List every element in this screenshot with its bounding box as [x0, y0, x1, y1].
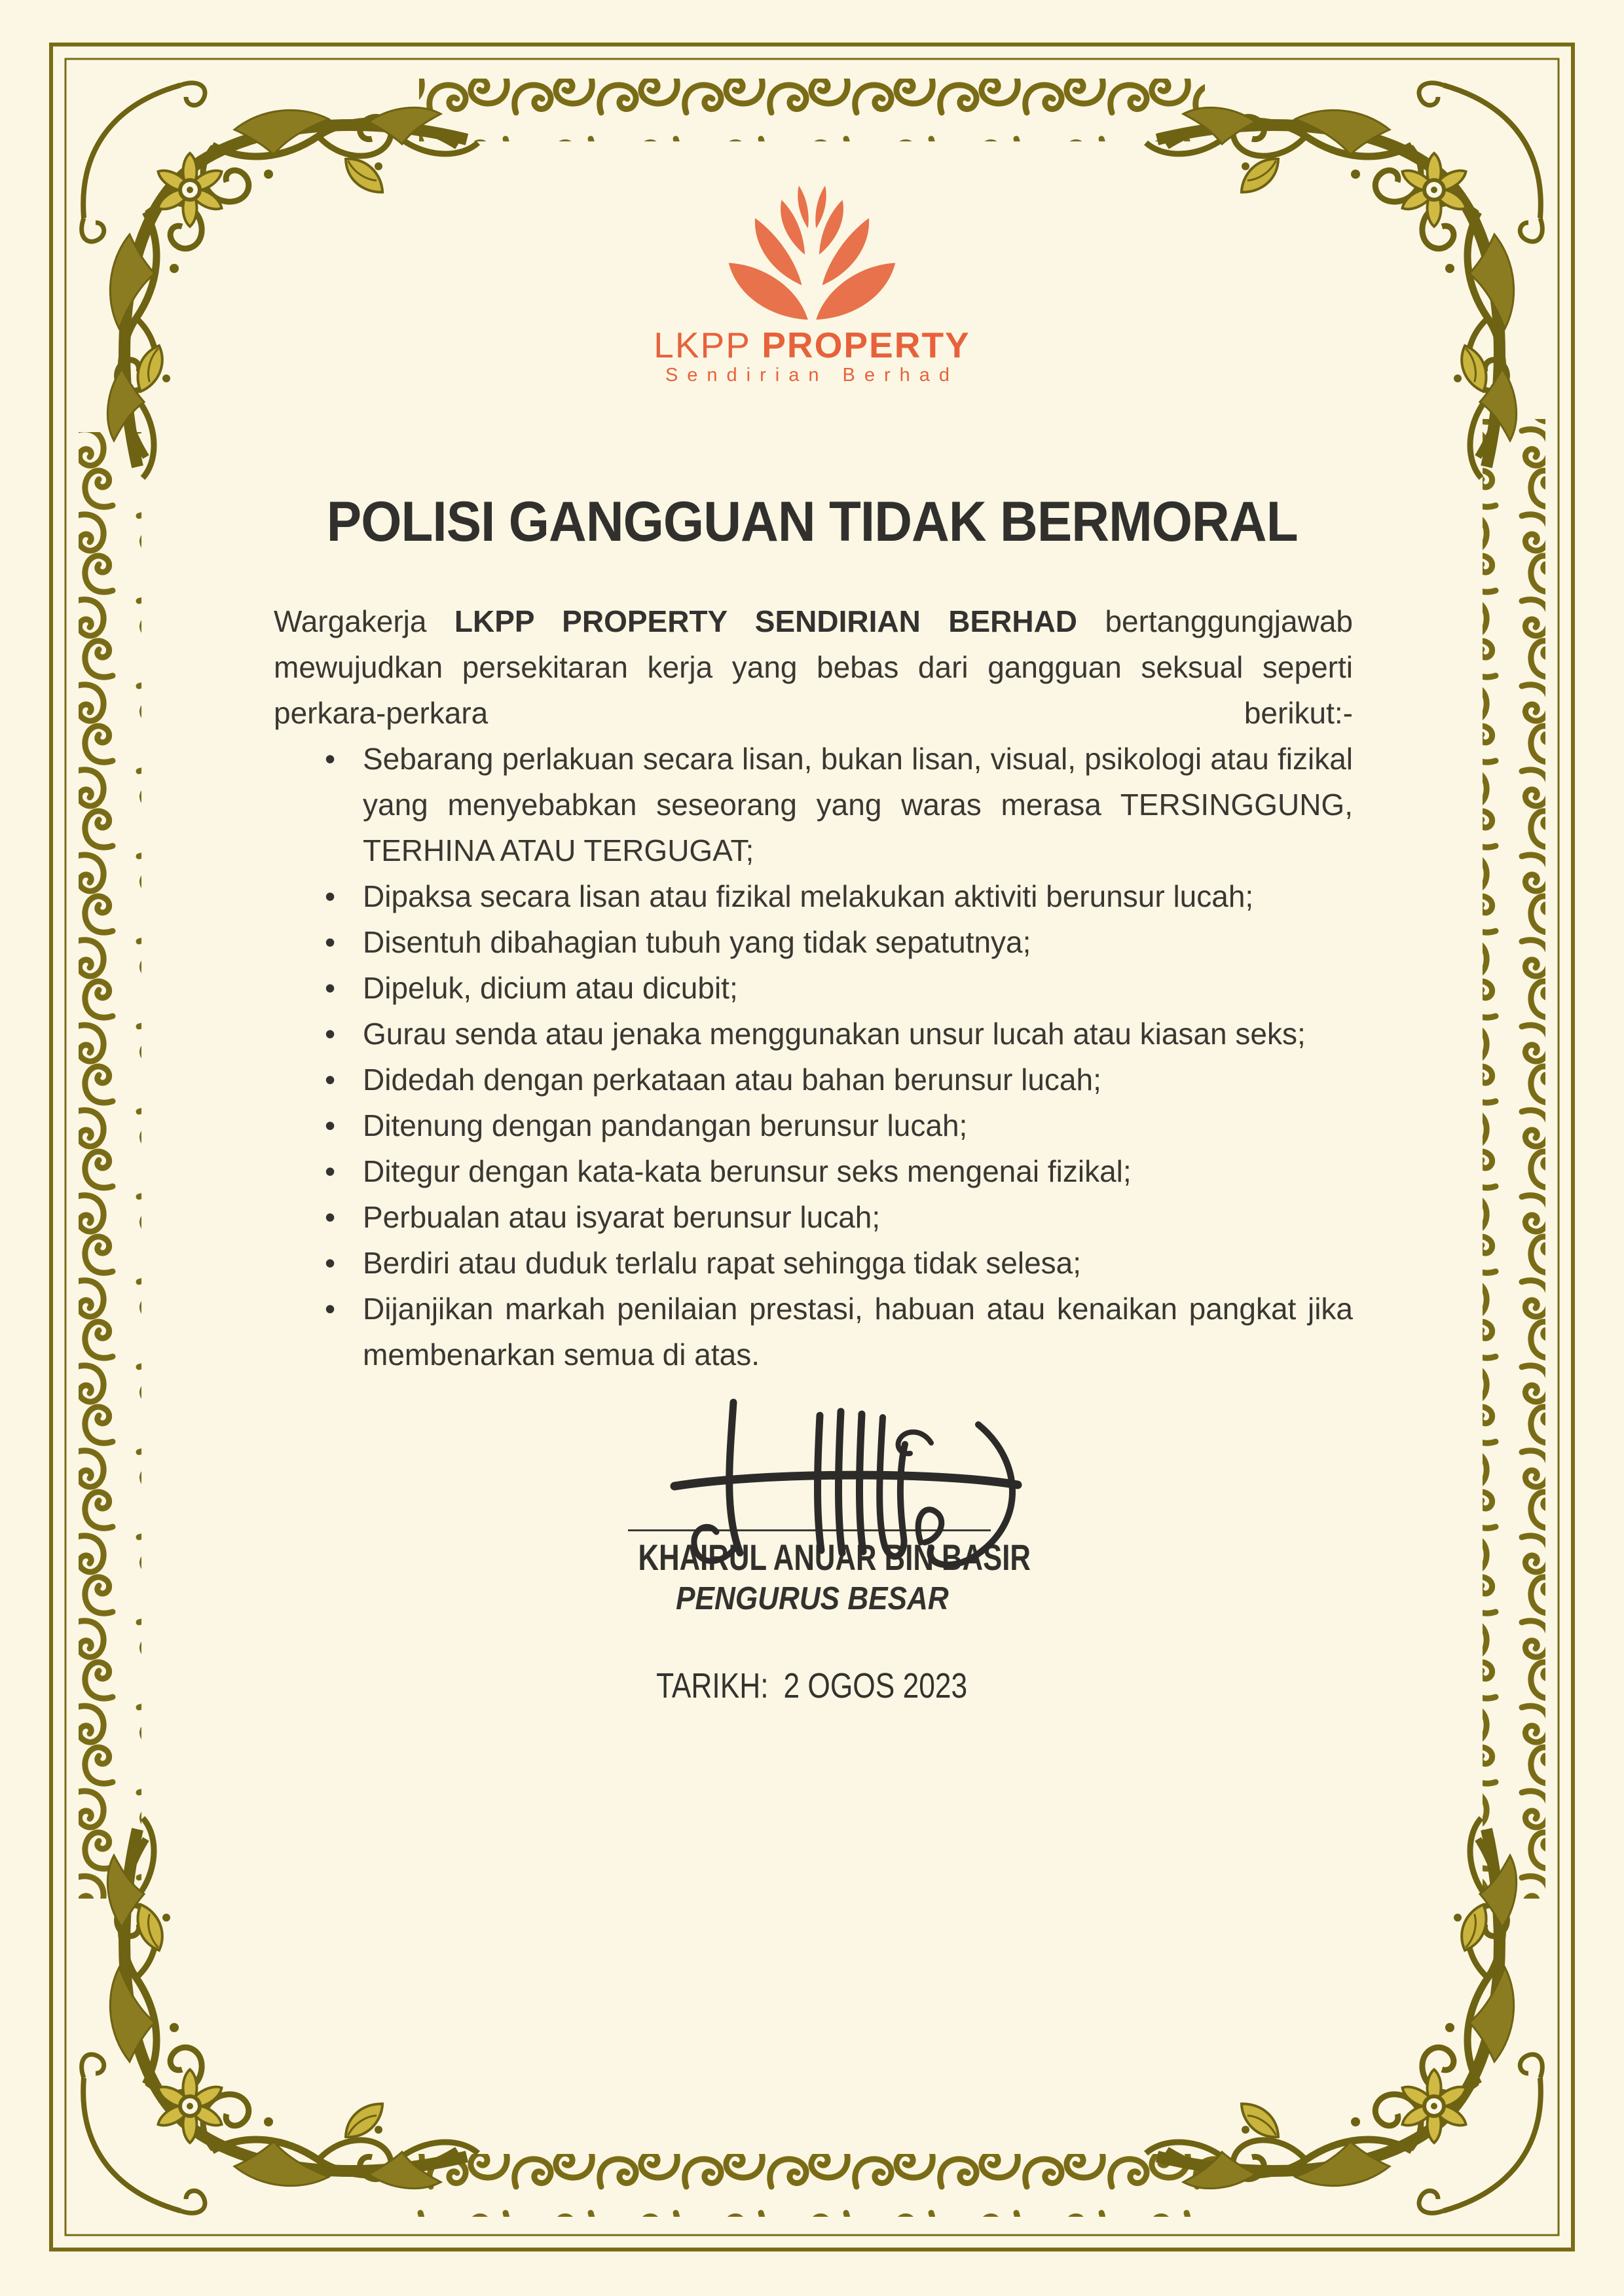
- bullet-icon: •: [325, 879, 336, 913]
- list-item: [274, 1240, 1353, 1286]
- list-item-text: Sebarang perlakuan secara lisan, bukan lisan, visual, psikologi atau fizikal yang menyebabkan seseorang yang waras merasa TERSINGGUNG, TERHINA ATAU TERGUGAT;: [363, 742, 1353, 867]
- list-item: [274, 1057, 1353, 1102]
- list-item: [274, 736, 1353, 873]
- list-item-text: Ditegur dengan kata-kata berunsur seks mengenai fizikal;: [363, 1154, 1132, 1188]
- intro-company-name: LKPP PROPERTY SENDIRIAN BERHAD: [454, 604, 1078, 638]
- logo-subname: Sendirian Berhad: [665, 365, 959, 386]
- list-item-text: Dijanjikan markah penilaian prestasi, habuan atau kenaikan pangkat jika membenarkan semua di atas.: [363, 1292, 1353, 1372]
- logo-wordmark: [0, 327, 1624, 363]
- handwritten-signature: [656, 1388, 1036, 1584]
- date-line: [583, 1666, 1041, 1706]
- signatory-name-text: KHAIRUL ANUAR BIN BASIR: [638, 1537, 1031, 1578]
- list-item-text: Dipaksa secara lisan atau fizikal melakukan aktiviti berunsur lucah;: [363, 879, 1254, 913]
- list-item: [274, 1194, 1353, 1240]
- list-item-text: Dipeluk, dicium atau dicubit;: [363, 971, 738, 1005]
- list-item-text: Disentuh dibahagian tubuh yang tidak sepatutnya;: [363, 925, 1031, 959]
- signatory-role: [583, 1580, 1041, 1617]
- logo-name-bold: PROPERTY: [762, 325, 970, 365]
- date-label: TARIKH:: [656, 1666, 769, 1705]
- date-value: 2 OGOS 2023: [783, 1666, 968, 1705]
- list-item-text: Ditenung dengan pandangan berunsur lucah;: [363, 1108, 968, 1142]
- list-item: [274, 873, 1353, 919]
- policy-list: [274, 736, 1353, 1377]
- bullet-icon: •: [325, 1017, 336, 1051]
- bullet-icon: •: [325, 925, 336, 959]
- list-item-text: Perbualan atau isyarat berunsur lucah;: [363, 1200, 881, 1234]
- signatory-role-text: PENGURUS BESAR: [675, 1581, 949, 1616]
- logo-name-regular: LKPP: [654, 325, 762, 365]
- list-item: [274, 1011, 1353, 1057]
- list-item: [274, 1148, 1353, 1194]
- bullet-icon: •: [325, 1246, 336, 1280]
- palm-tree-logo-icon: [697, 175, 927, 323]
- bullet-icon: •: [325, 1108, 336, 1142]
- list-item-text: Didedah dengan perkataan atau bahan berunsur lucah;: [363, 1063, 1101, 1097]
- intro-post: bertanggungjawab mewujudkan persekitaran kerja yang bebas dari gangguan seksual seperti perkara-perkara berikut:-: [274, 604, 1353, 730]
- page-title-text: POLISI GANGGUAN TIDAK BERMORAL: [326, 490, 1298, 553]
- list-item: [274, 1102, 1353, 1148]
- intro-paragraph: [274, 598, 1353, 736]
- bullet-icon: •: [325, 742, 336, 776]
- company-logo: [0, 175, 1624, 386]
- intro-pre: Wargakerja: [274, 604, 454, 638]
- list-item-text: Gurau senda atau jenaka menggunakan unsur lucah atau kiasan seks;: [363, 1017, 1306, 1051]
- list-item: [274, 965, 1353, 1011]
- bullet-icon: •: [325, 1292, 336, 1326]
- bullet-icon: •: [325, 1200, 336, 1234]
- date-inner: [657, 1666, 968, 1706]
- signature-block: [583, 1388, 1041, 1728]
- title-row: [0, 490, 1624, 555]
- list-item: [274, 919, 1353, 965]
- bullet-icon: •: [325, 971, 336, 1005]
- page-title: [0, 490, 1624, 555]
- bullet-icon: •: [325, 1154, 336, 1188]
- list-item-text: Berdiri atau duduk terlalu rapat sehingga tidak selesa;: [363, 1246, 1082, 1280]
- bullet-icon: •: [325, 1063, 336, 1097]
- list-item: [274, 1286, 1353, 1377]
